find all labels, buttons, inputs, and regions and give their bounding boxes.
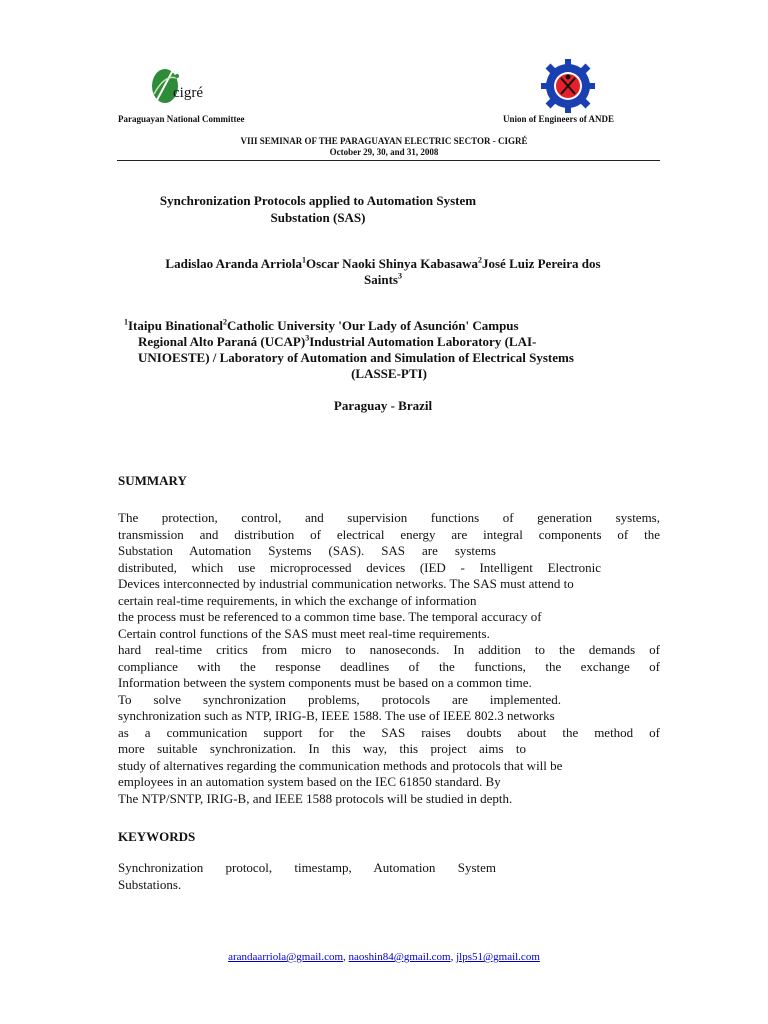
author-emails: [0, 951, 768, 963]
author-3-sup: 3: [397, 271, 402, 281]
cigre-logo-text: cigré: [173, 85, 203, 101]
right-committee-label: Union of Engineers of ANDE: [503, 114, 615, 124]
header-divider: [117, 160, 660, 161]
seminar-dates: October 29, 30, and 31, 2008: [329, 147, 439, 157]
seminar-header: [0, 136, 768, 158]
affil-2: Catholic University 'Our Lady of Asunción' Campus: [227, 318, 519, 333]
summary-line: study of alternatives regarding the communication methods and protocols that will be: [118, 757, 563, 773]
author-3-cont: Saints: [364, 272, 398, 287]
summary-line: Devices interconnected by industrial communication networks. The SAS must attend to: [118, 576, 574, 591]
summary-line: synchronization such as NTP, IRIG-B, IEEE 1588. The use of IEEE 802.3 networks: [118, 708, 555, 723]
keywords-line1: Synchronization protocol, timestamp, Automation System: [118, 860, 496, 875]
email-link-1[interactable]: arandaarriola@gmail.com: [228, 951, 344, 963]
affiliations: [124, 318, 654, 382]
summary-line: distributed, which use microprocessed devices (IED - Intelligent Electronic: [118, 559, 601, 575]
summary-line: The protection, control, and supervision functions of generation systems,: [118, 510, 660, 525]
author-2: Oscar Naoki Shinya Kabasawa: [305, 256, 478, 271]
keywords-line2: Substations.: [118, 876, 182, 892]
ande-gear-logo: [540, 58, 596, 114]
summary-line: The NTP/SNTP, IRIG-B, and IEEE 1588 protocols will be studied in depth.: [118, 790, 513, 806]
summary-line: as a communication support for the SAS raises doubts about the method of: [118, 724, 660, 740]
affil-2-cont: Regional Alto Paraná (UCAP): [138, 334, 306, 349]
cigre-logo: [145, 64, 225, 114]
email-link-3[interactable]: jlps51@gmail.com: [456, 951, 540, 963]
paper-title: [118, 192, 518, 226]
summary-line: Information between the system components must be based on a common time.: [118, 675, 532, 690]
email-link-2[interactable]: naoshin84@gmail.com: [348, 951, 451, 963]
country-line: Paraguay - Brazil: [333, 398, 433, 413]
keywords-heading: KEYWORDS: [118, 829, 196, 844]
email-separator: ,: [450, 951, 454, 963]
summary-heading: SUMMARY: [118, 473, 187, 488]
affil-3-sup: 3: [305, 333, 310, 343]
summary-body: [118, 510, 660, 807]
keywords-body: [118, 860, 496, 893]
affil-1-sup: 1: [124, 317, 128, 327]
author-3: José Luiz Pereira dos: [482, 256, 601, 271]
paper-title-line1: Synchronization Protocols applied to Automation System: [159, 193, 477, 208]
affil-2-sup: 2: [223, 317, 228, 327]
summary-line: transmission and distribution of electrical energy are integral components of the: [118, 526, 660, 542]
email-separator: ,: [343, 951, 346, 963]
summary-line: certain real-time requirements, in which the exchange of information: [118, 592, 477, 608]
author-2-sup: 2: [478, 255, 482, 265]
summary-line: compliance with the response deadlines of the functions, the exchange of: [118, 658, 660, 674]
summary-line: the process must be referenced to a common time base. The temporal accuracy of: [118, 609, 542, 624]
paper-title-line2: Substation (SAS): [270, 210, 366, 225]
affil-1: Itaipu Binational: [128, 318, 224, 333]
author-1: Ladislao Aranda Arriola: [165, 256, 302, 271]
summary-line: Certain control functions of the SAS must meet real-time requirements.: [118, 625, 490, 641]
author-list: [118, 256, 648, 288]
affil-3-cont: UNIOESTE) / Laboratory of Automation and Simulation of Electrical Systems: [138, 350, 574, 365]
left-committee-label: Paraguayan National Committee: [118, 114, 245, 124]
summary-line: more suitable synchronization. In this way, this project aims to: [118, 741, 526, 756]
affil-3: Industrial Automation Laboratory (LAI-: [309, 334, 537, 349]
summary-line: Substation Automation Systems (SAS). SAS are systems: [118, 543, 496, 558]
summary-line: hard real-time critics from micro to nanoseconds. In addition to the demands of: [118, 642, 660, 657]
author-1-sup: 1: [301, 255, 306, 265]
affil-3-end: (LASSE-PTI): [351, 366, 427, 381]
summary-line: employees in an automation system based on the IEC 61850 standard. By: [118, 774, 501, 789]
summary-line: To solve synchronization problems, protocols are implemented.: [118, 691, 561, 707]
seminar-title: VIII SEMINAR OF THE PARAGUAYAN ELECTRIC SECTOR - CIGRÉ: [240, 136, 528, 146]
